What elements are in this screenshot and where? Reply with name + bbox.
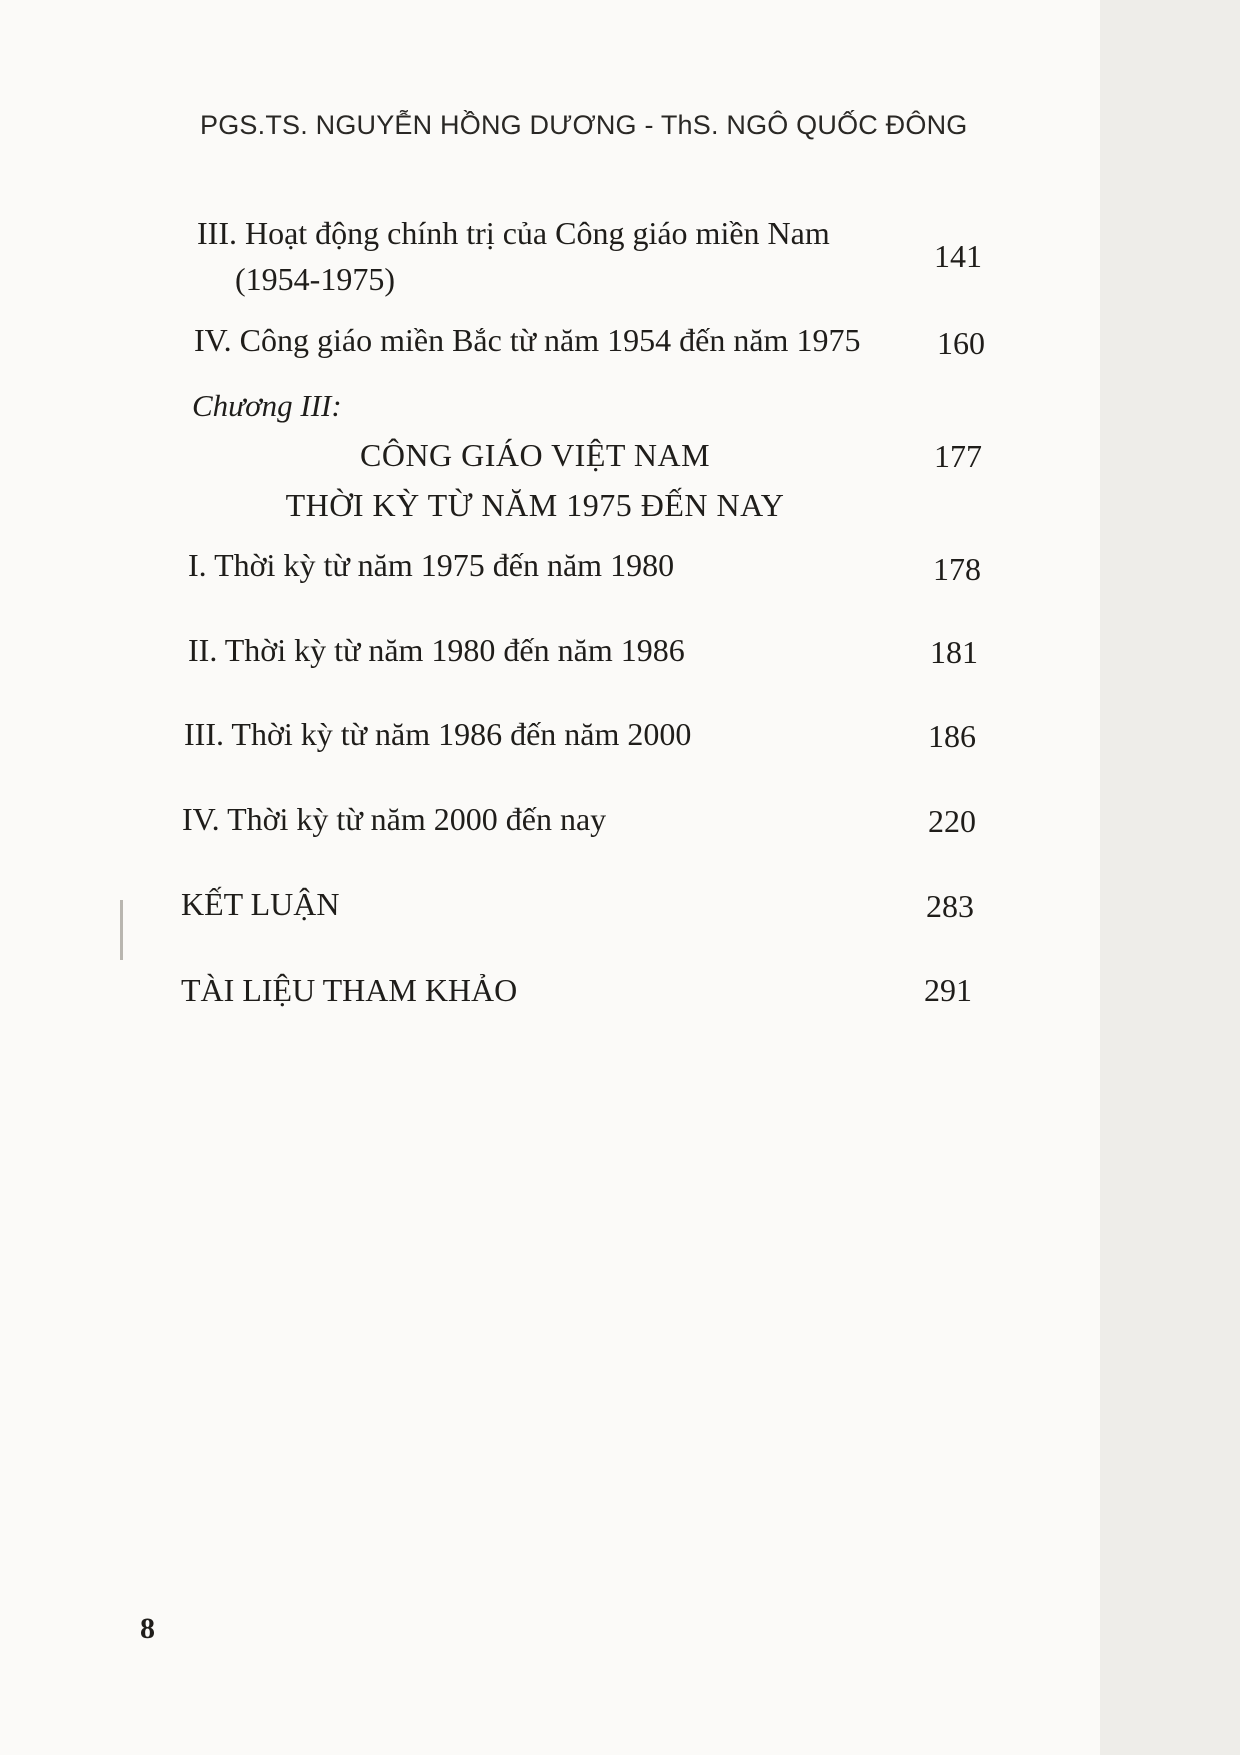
toc-entry-page: 291 — [924, 972, 972, 1008]
toc-entry-page: 220 — [928, 803, 976, 839]
toc-entry-page: 160 — [937, 325, 985, 361]
page-number: 8 — [140, 1612, 155, 1645]
scan-margin — [1100, 0, 1240, 1755]
toc-entry-1980-1986 — [0, 632, 1100, 692]
chapter-page-row — [0, 438, 1100, 488]
toc-entry-2000-now — [0, 801, 1100, 861]
toc-entry-title: IV. Công giáo miền Bắc từ năm 1954 đến năm 1975 — [194, 322, 861, 358]
chapter-title-line2: THỜI KỲ TỪ NĂM 1975 ĐẾN NAY — [285, 487, 785, 523]
toc-entry-conclusion — [0, 886, 1100, 946]
toc-entry-title: II. Thời kỳ từ năm 1980 đến năm 1986 — [188, 632, 685, 668]
toc-entry-page: 181 — [930, 634, 978, 670]
chapter-title-line1: CÔNG GIÁO VIỆT NAM — [359, 437, 711, 473]
toc-entry-1975-1980 — [0, 547, 1100, 607]
toc-entry-references — [0, 972, 1100, 1032]
toc-entry-page: 178 — [933, 551, 981, 587]
toc-entry-north-catholicism — [0, 322, 1100, 382]
chapter-label: Chương III: — [192, 388, 342, 423]
toc-entry-title: KẾT LUẬN — [181, 886, 340, 922]
toc-entry-title-line2: (1954-1975) — [235, 261, 395, 297]
running-header: PGS.TS. NGUYỄN HỒNG DƯƠNG - ThS. NGÔ QUỐC ĐÔNG — [200, 110, 968, 140]
toc-entry-page: 186 — [928, 718, 976, 754]
toc-entry-political-activity — [0, 210, 1100, 310]
toc-entry-1986-2000 — [0, 716, 1100, 776]
chapter-page: 177 — [934, 438, 982, 474]
toc-entry-title-line1: III. Hoạt động chính trị của Công giáo miền Nam — [197, 215, 830, 251]
toc-entry-title: TÀI LIỆU THAM KHẢO — [181, 972, 518, 1008]
toc-entry-title: IV. Thời kỳ từ năm 2000 đến nay — [182, 801, 607, 837]
scan-edge-mark — [120, 900, 123, 960]
toc-entry-title: III. Thời kỳ từ năm 1986 đến năm 2000 — [184, 716, 692, 752]
toc-entry-page: 141 — [934, 238, 982, 274]
toc-entry-title — [197, 210, 830, 302]
toc-entry-title: I. Thời kỳ từ năm 1975 đến năm 1980 — [188, 547, 675, 583]
toc-entry-page: 283 — [926, 888, 974, 924]
